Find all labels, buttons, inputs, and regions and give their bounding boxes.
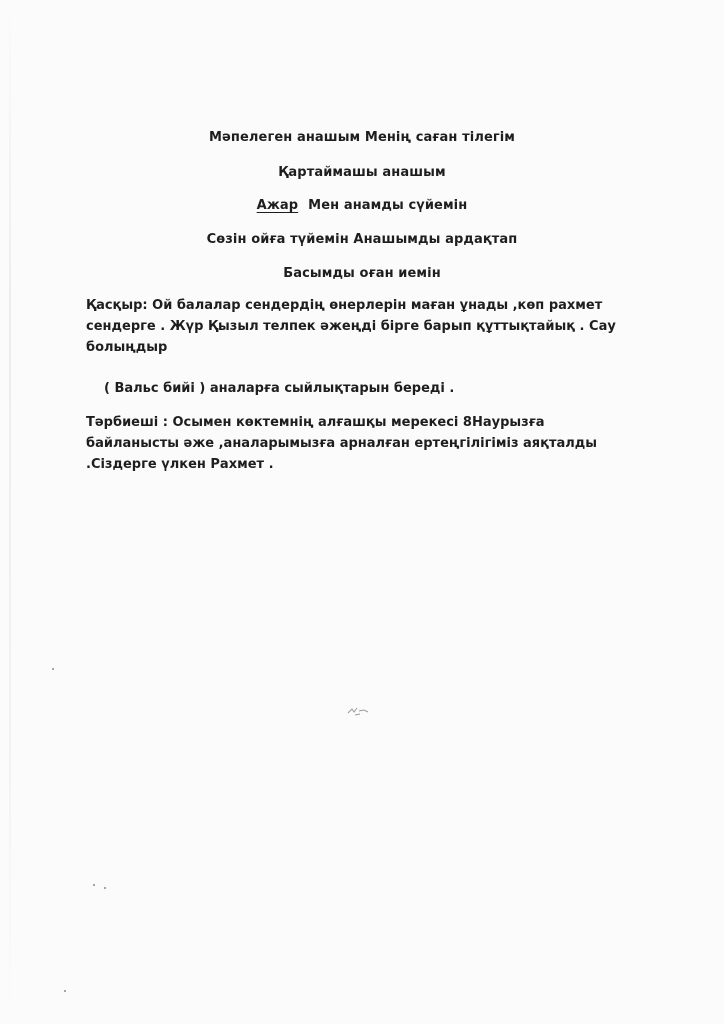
poem-line-3-text: Мен анамды сүйемін (308, 198, 468, 213)
scan-speck (52, 668, 54, 670)
poem-line-4: Сөзін ойға түйемін Анашымды ардақтап (206, 232, 518, 247)
scan-speck (93, 884, 95, 886)
scan-edge-shadow (9, 0, 11, 1024)
remark-line: ( Вальс бийі ) аналарға сыйлықтарын береді . (104, 381, 455, 396)
kaskyr-paragraph (86, 295, 626, 358)
teacher-line-1: Тәрбиеші : Осымен көктемнің алғашқы мерекесі 8Наурызға (86, 415, 545, 430)
teacher-line-3: .Сіздерге үлкен Рахмет . (86, 457, 274, 472)
kaskyr-line-2: сендерге . Жүр Қызыл телпек әжеңді бірге барып құттықтайық . Сау (86, 319, 616, 334)
scribble-mark (346, 705, 372, 717)
speaker-name: Ажар (256, 198, 299, 213)
scan-speck (104, 887, 106, 889)
poem-line-5: Басымды оған иемін (283, 266, 441, 281)
teacher-line-2: байланысты әже ,аналарымызға арналған ертеңгілігіміз аяқталды (86, 436, 598, 451)
scan-speck (64, 990, 66, 992)
remark-paragraph (104, 378, 644, 399)
poem-line-3 (0, 198, 724, 213)
poem-line-1: Мәпелеген анашым Менің саған тілегім (208, 130, 516, 145)
kaskyr-line-1: Қасқыр: Ой балалар сендердің өнерлерін маған ұнады ,көп рахмет (86, 298, 603, 313)
poem-line-2: Қартаймашы анашым (278, 165, 446, 180)
teacher-paragraph (86, 412, 626, 475)
kaskyr-line-3: болыңдыр (86, 340, 168, 355)
